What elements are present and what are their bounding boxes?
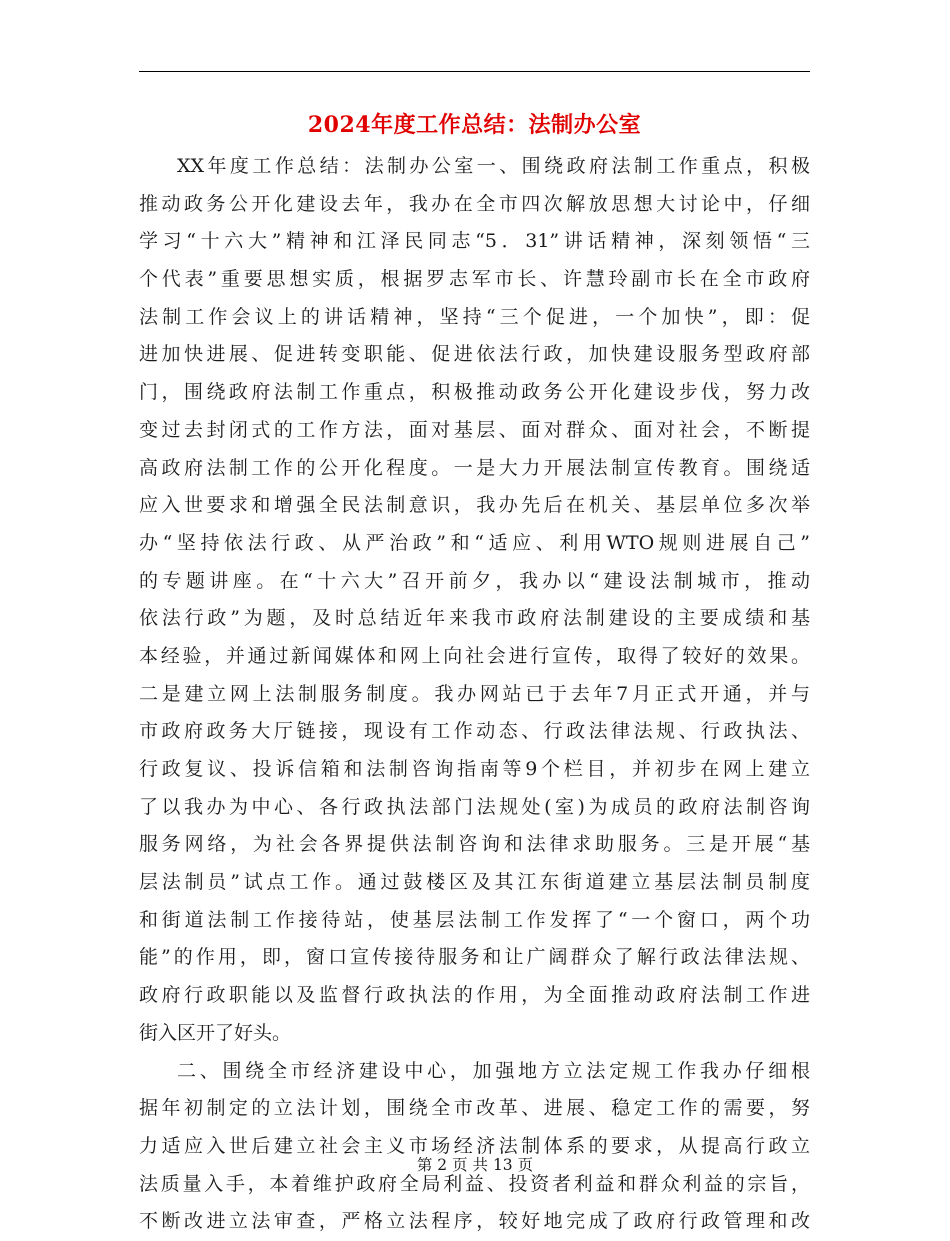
- paragraph-line: 法制工作会议上的讲话精神，坚持“三个促进，一个加快”，即：促: [139, 305, 810, 328]
- document-body: [139, 148, 810, 1241]
- paragraph-line: 门，围绕政府法制工作重点，积极推动政务公开化建设步伐，努力改: [139, 381, 810, 404]
- paragraph-line: 学习“十六大”精神和江泽民同志“5．31”讲话精神，深刻领悟“三: [139, 230, 810, 253]
- paragraph-line: 的专题讲座。在“十六大”召开前夕，我办以“建设法制城市，推动: [139, 569, 810, 592]
- paragraph-line: 变过去封闭式的工作方法，面对基层、面对群众、面对社会，不断提: [139, 418, 810, 441]
- paragraph-line: 法质量入手，本着维护政府全局利益、投资者利益和群众利益的宗旨，: [139, 1172, 810, 1195]
- paragraph-line: 市政府政务大厅链接，现设有工作动态、行政法律法规、行政执法、: [139, 720, 810, 743]
- paragraph-line: 政府行政职能以及监督行政执法的作用，为全面推动政府法制工作进: [139, 984, 810, 1007]
- paragraph-line: 行政复议、投诉信箱和法制咨询指南等9个栏目，并初步在网上建立: [139, 758, 810, 780]
- paragraph-line: 据年初制定的立法计划，围绕全市改革、进展、稳定工作的需要，努: [139, 1097, 810, 1120]
- paragraph-line: 应入世要求和增强全民法制意识，我办先后在机关、基层单位多次举: [139, 494, 810, 517]
- paragraph-line: 二、围绕全市经济建设中心，加强地方立法定规工作我办仔细根: [177, 1059, 810, 1082]
- page-number: 第 2 页 共 13 页: [416, 1156, 534, 1174]
- paragraph-line: 依法行政”为题，及时总结近年来我市政府法制建设的主要成绩和基: [139, 607, 810, 630]
- paragraph-line: XX年度工作总结：法制办公室一、围绕政府法制工作重点，积极: [177, 155, 810, 177]
- paragraph-line: 高政府法制工作的公开化程度。一是大力开展法制宣传教育。围绕适: [139, 456, 810, 479]
- paragraph-line: 服务网络，为社会各界提供法制咨询和法律求助服务。三是开展“基: [139, 833, 810, 856]
- paragraph-line: 进加快进展、促进转变职能、促进依法行政，加快建设服务型政府部: [139, 343, 810, 366]
- paragraph-line: 街入区开了好头。: [139, 1021, 292, 1044]
- paragraph-line: 二是建立网上法制服务制度。我办网站已于去年7月正式开通，并与: [139, 682, 810, 705]
- paragraph-line: 推动政务公开化建设去年，我办在全市四次解放思想大讨论中，仔细: [139, 192, 810, 215]
- paragraph-line: 本经验，并通过新闻媒体和网上向社会进行宣传，取得了较好的效果。: [139, 644, 810, 667]
- paragraph-line: 个代表”重要思想实质，根据罗志军市长、许慧玲副市长在全市政府: [139, 268, 810, 291]
- document-title: 2024年度工作总结：法制办公室: [307, 112, 642, 138]
- paragraph-line: 力适应入世后建立社会主义市场经济法制体系的要求，从提高行政立: [139, 1134, 810, 1157]
- paragraph-line: 不断改进立法审查，严格立法程序，较好地完成了政府行政管理和改: [139, 1210, 810, 1233]
- paragraph-line: 办“坚持依法行政、从严治政”和“适应、利用WTO规则进展自己”: [139, 531, 810, 554]
- header-rule: [139, 71, 810, 72]
- paragraph-line: 了以我办为中心、各行政执法部门法规处(室)为成员的政府法制咨询: [139, 795, 810, 818]
- paragraph-line: 能”的作用，即，窗口宣传接待服务和让广阔群众了解行政法律法规、: [139, 946, 810, 969]
- paragraph-line: 层法制员”试点工作。通过鼓楼区及其江东街道建立基层法制员制度: [139, 871, 810, 894]
- paragraph-line: 和街道法制工作接待站，使基层法制工作发挥了“一个窗口，两个功: [139, 908, 810, 931]
